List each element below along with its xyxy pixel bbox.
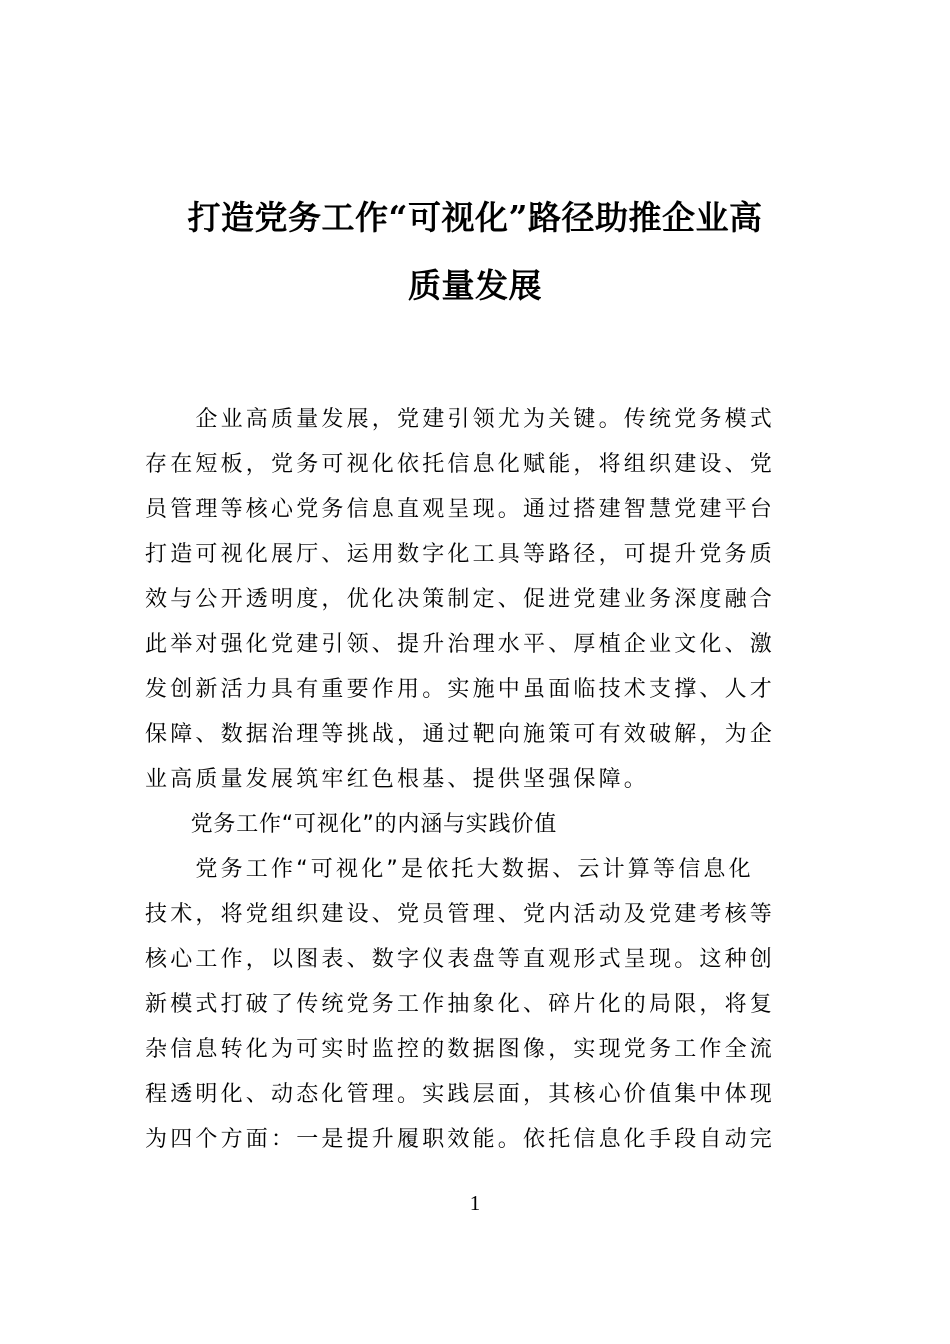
body-line: 为四个方面：一是提升履职效能。依托信息化手段自动完 xyxy=(145,1127,776,1152)
document-body xyxy=(145,397,805,1162)
body-line: 此举对强化党建引领、提升治理水平、厚植企业文化、激 xyxy=(145,632,776,657)
body-line: 程透明化、动态化管理。实践层面，其核心价值集中体现 xyxy=(145,1082,776,1107)
page-number: 1 xyxy=(469,1191,481,1215)
body-line: 业高质量发展筑牢红色根基、提供坚强保障。 xyxy=(145,767,650,792)
body-line: 员管理等核心党务信息直观呈现。通过搭建智慧党建平台 xyxy=(145,497,776,522)
document-title-line-1: 打造党务工作“可视化”路径助推企业高 xyxy=(187,198,763,237)
body-line: 技术，将党组织建设、党员管理、党内活动及党建考核等 xyxy=(145,902,776,927)
body-line: 效与公开透明度，优化决策制定、促进党建业务深度融合 xyxy=(145,587,776,612)
section-heading: 党务工作“可视化”的内涵与实践价值 xyxy=(145,812,557,837)
body-line: 存在短板，党务可视化依托信息化赋能，将组织建设、党 xyxy=(145,452,776,477)
document-title-line-2: 质量发展 xyxy=(408,266,542,305)
body-line: 打造可视化展厅、运用数字化工具等路径，可提升党务质 xyxy=(145,542,776,567)
body-line: 杂信息转化为可实时监控的数据图像，实现党务工作全流 xyxy=(145,1037,776,1062)
body-line: 新模式打破了传统党务工作抽象化、碎片化的局限，将复 xyxy=(145,992,776,1017)
body-line: 发创新活力具有重要作用。实施中虽面临技术支撑、人才 xyxy=(145,677,776,702)
body-line: 党务工作“可视化”是依托大数据、云计算等信息化 xyxy=(145,857,754,882)
body-line: 企业高质量发展，党建引领尤为关键。传统党务模式 xyxy=(145,407,776,432)
body-line: 保障、数据治理等挑战，通过靶向施策可有效破解，为企 xyxy=(145,722,776,747)
body-line: 核心工作，以图表、数字仪表盘等直观形式呈现。这种创 xyxy=(145,947,776,972)
